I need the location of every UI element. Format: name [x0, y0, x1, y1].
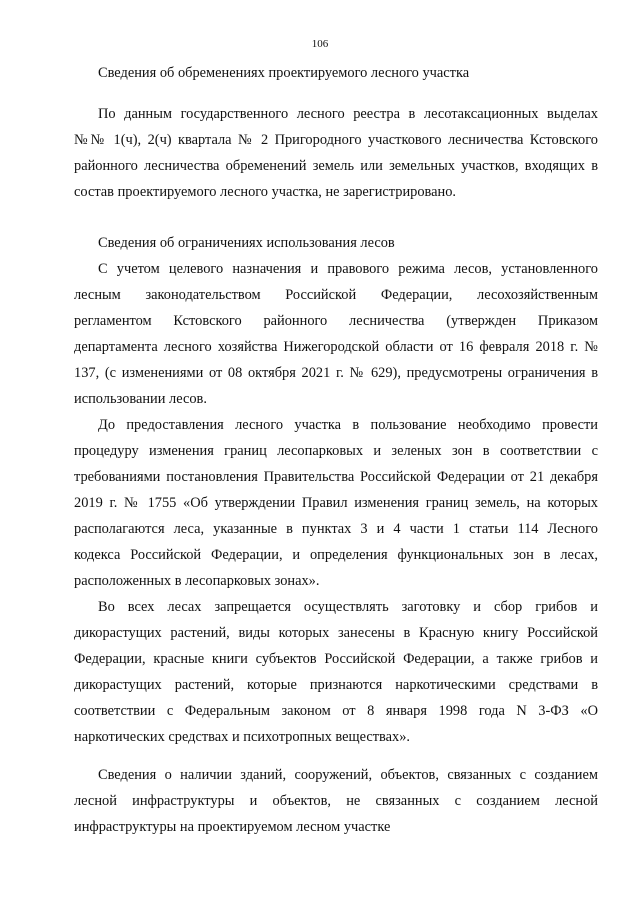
paragraph-line: районного лесничества обременений земель или земельных участков, входящих в	[74, 158, 598, 174]
section-heading-infrastructure	[74, 762, 598, 840]
paragraph-line: лесным законодательством Российской Федерации, лесохозяйственным	[74, 287, 598, 303]
page-number: 106	[311, 38, 329, 50]
section-heading-encumbrances: Сведения об обременениях проектируемого лесного участка	[98, 65, 470, 81]
paragraph-line: До предоставления лесного участка в пользование необходимо провести	[98, 417, 598, 433]
paragraph-restrictions-zones	[74, 412, 598, 594]
paragraph-line: Во всех лесах запрещается осуществлять заготовку и сбор грибов и	[98, 599, 598, 615]
section-heading-restrictions: Сведения об ограничениях использования лесов	[98, 235, 395, 251]
paragraph-line: расположенных в лесопарковых зонах».	[74, 573, 320, 589]
paragraph-line: дикорастущих растений, виды которых занесены в Красную книгу Российской	[74, 625, 598, 641]
paragraph-line: лесной инфраструктуры и объектов, не связанных с созданием лесной	[74, 793, 598, 809]
paragraph-line: процедуру изменения границ лесопарковых и зеленых зон в соответствии с	[74, 443, 598, 459]
paragraph-line: наркотических средствах и психотропных веществах».	[74, 729, 411, 745]
paragraph-encumbrances	[74, 101, 598, 205]
paragraph-line: 137, (с изменениями от 08 октября 2021 г. № 629), предусмотрены ограничения в	[74, 365, 598, 381]
paragraph-line: С учетом целевого назначения и правового режима лесов, установленного	[98, 261, 598, 277]
paragraph-restrictions-legal	[74, 256, 598, 412]
paragraph-line: регламентом Кстовского районного лесничества (утвержден Приказом	[74, 313, 598, 329]
paragraph-line: инфраструктуры на проектируемом лесном участке	[74, 819, 391, 835]
paragraph-line: соответствии с Федеральным законом от 8 января 1998 года N 3-ФЗ «О	[74, 703, 598, 719]
paragraph-line: департамента лесного хозяйства Нижегородской области от 16 февраля 2018 г. №	[74, 339, 598, 355]
paragraph-line: состав проектируемого лесного участка, не зарегистрировано.	[74, 184, 457, 200]
paragraph-line: дикорастущих растений, которые признаются наркотическими средствами в	[74, 677, 598, 693]
paragraph-line: располагаются леса, указанные в пунктах 3 и 4 части 1 статьи 114 Лесного	[74, 521, 598, 537]
paragraph-line: №№ 1(ч), 2(ч) квартала № 2 Пригородного участкового лесничества Кстовского	[74, 132, 598, 148]
paragraph-line: Сведения о наличии зданий, сооружений, объектов, связанных с созданием	[98, 767, 598, 783]
paragraph-line: Федерации, красные книги субъектов Российской Федерации, а также грибов и	[74, 651, 598, 667]
paragraph-line: кодекса Российской Федерации, и определения функциональных зон в лесах,	[74, 547, 598, 563]
paragraph-restrictions-harvest	[74, 594, 598, 750]
paragraph-line: По данным государственного лесного реестра в лесотаксационных выделах	[98, 106, 598, 122]
paragraph-line: требованиями постановления Правительства Российской Федерации от 21 декабря	[74, 469, 598, 485]
paragraph-line: 2019 г. № 1755 «Об утверждении Правил изменения границ земель, на которых	[74, 495, 598, 511]
paragraph-line: использовании лесов.	[74, 391, 207, 407]
